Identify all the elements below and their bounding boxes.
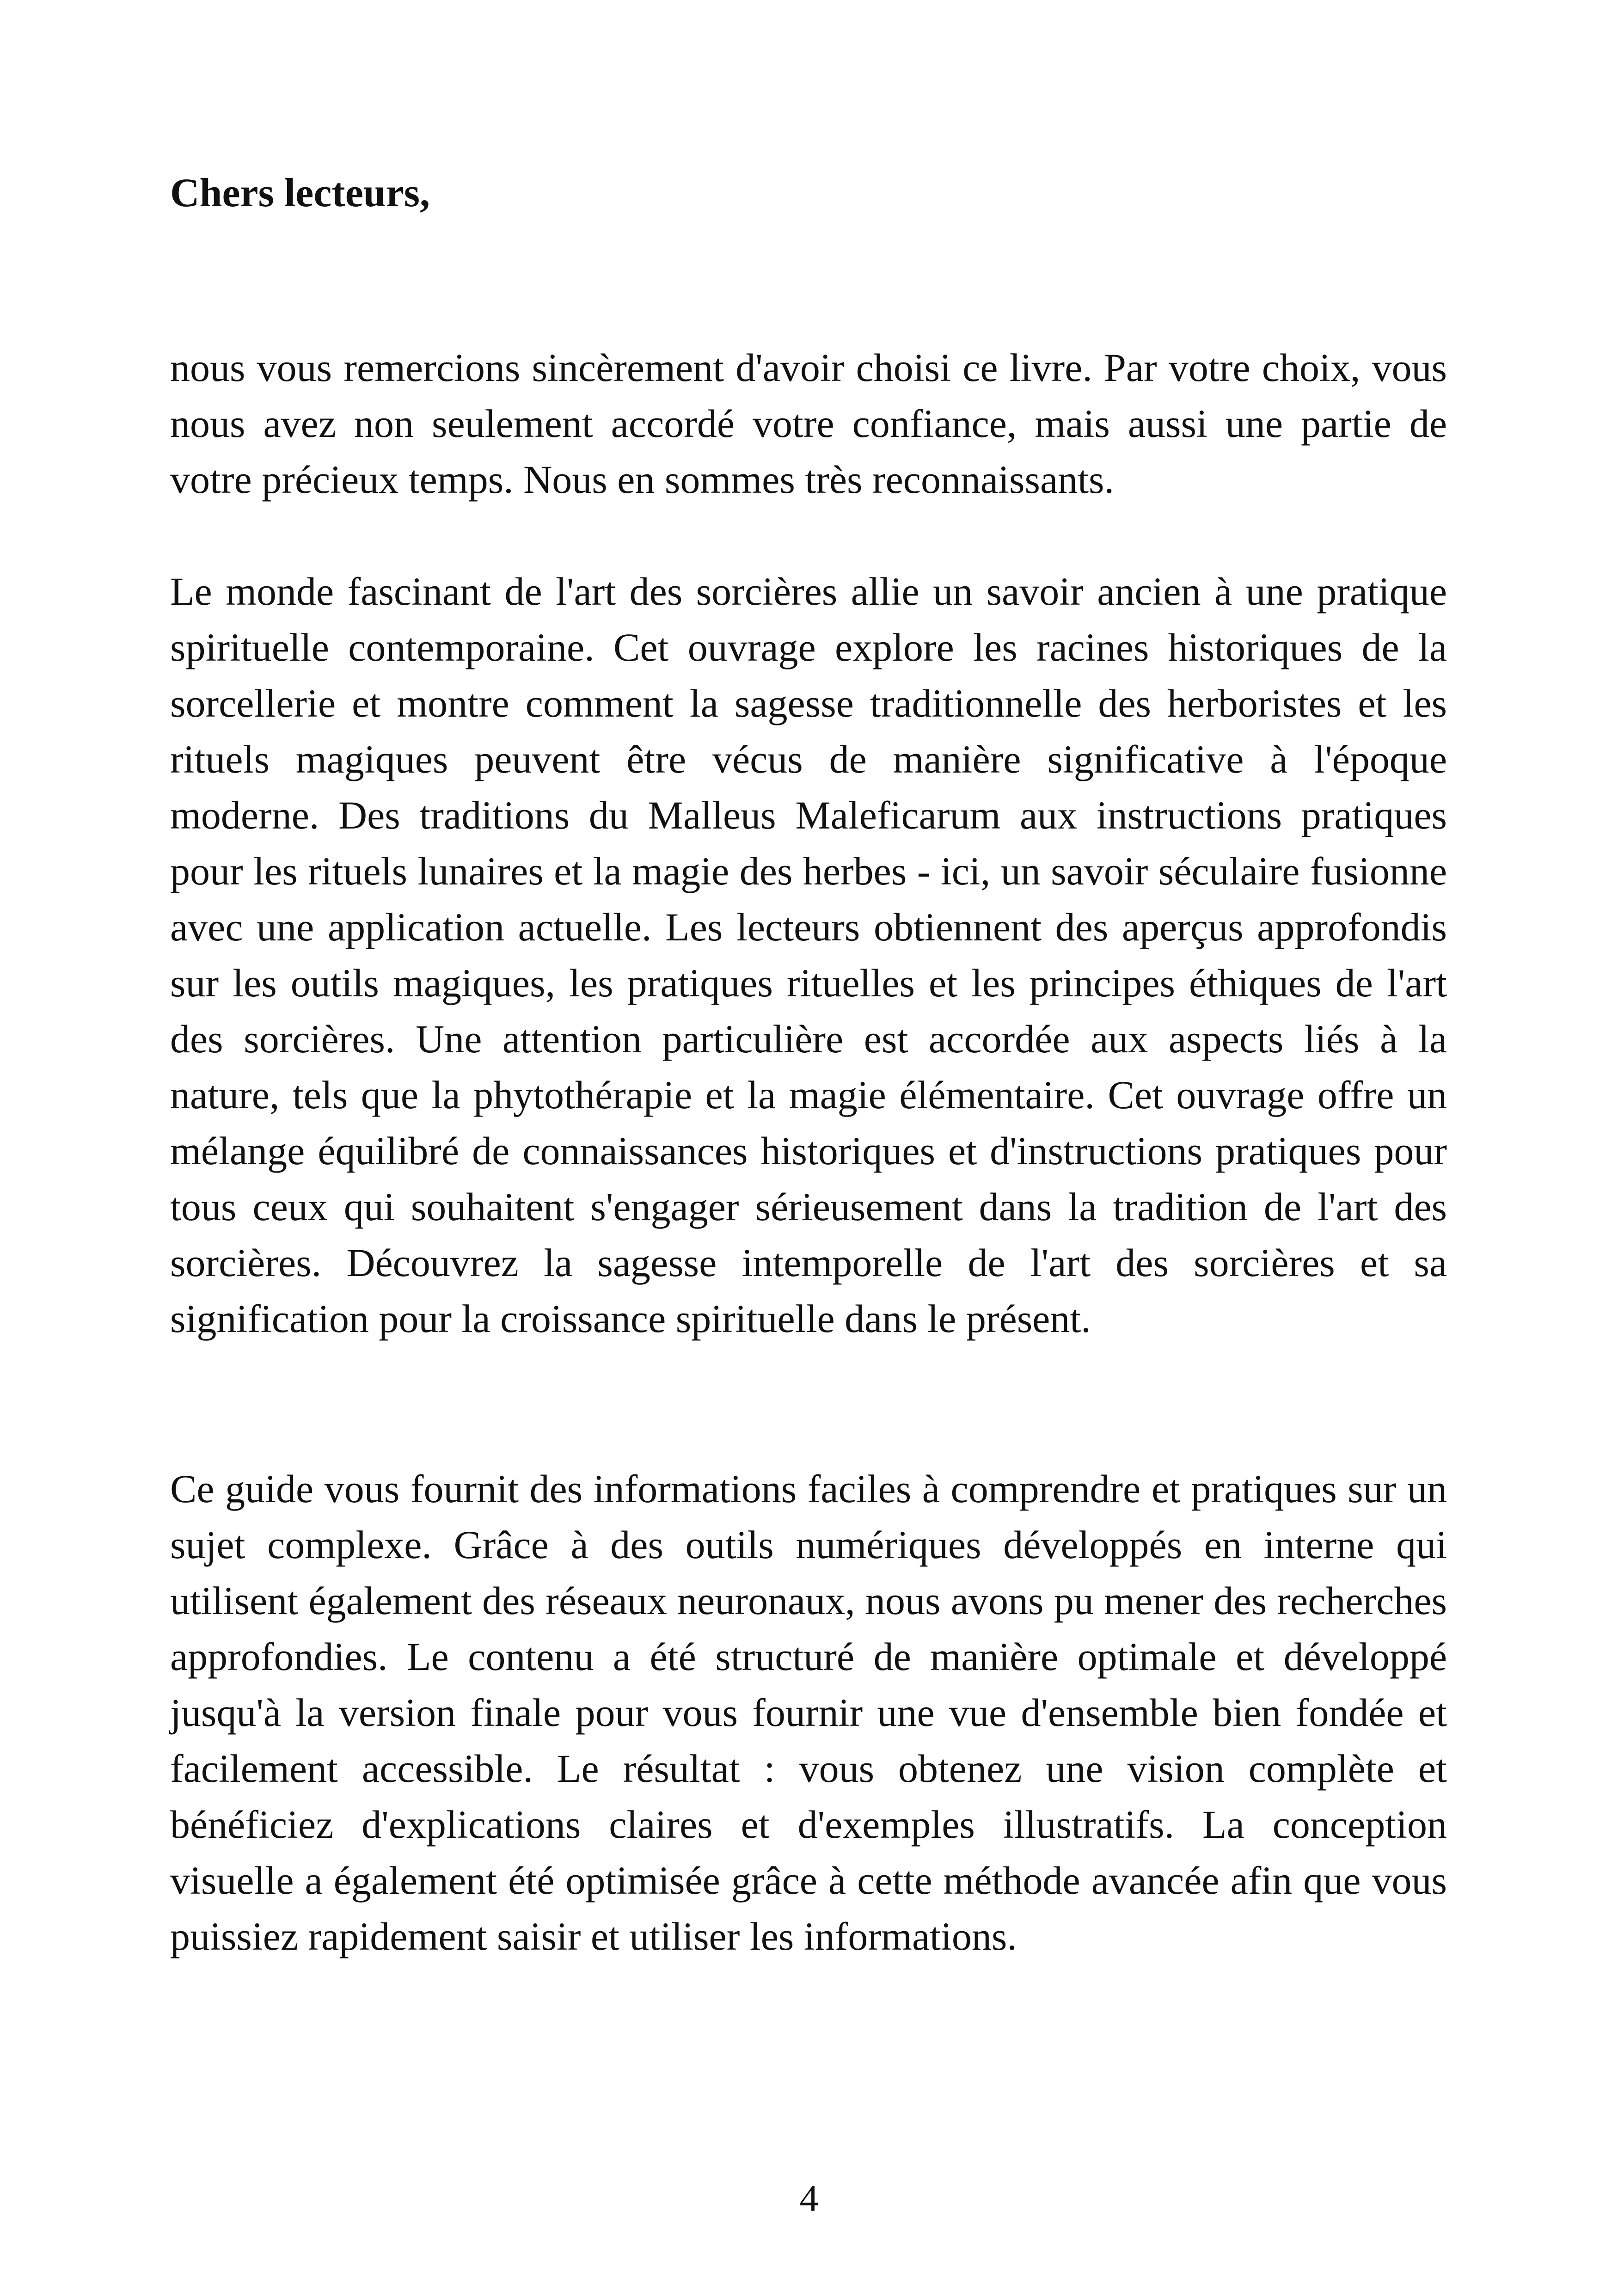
page-number: 4 — [799, 2177, 819, 2219]
greeting-heading: Chers lecteurs, — [170, 171, 430, 215]
intro-paragraph: nous vous remercions sincèrement d'avoir choisi ce livre. Par votre choix, vous nous avez non seulement accordé votre confiance, mais aussi une partie de votre précieux temps. Nous en sommes très reconnaissants. — [170, 345, 1447, 502]
guide-paragraph: Ce guide vous fournit des informations faciles à comprendre et pratiques sur un sujet complexe. Grâce à des outils numériques développés en interne qui utilisent également des réseaux neuronaux, nous avons pu mener des recherches approfondies. Le contenu a été structuré de manière optimale et développé jusqu'à la version finale pour vous fournir une vue d'ensemble bien fondée et facilement accessible. Le résultat : vous obtenez une vision complète et bénéficiez d'explications claires et d'exemples illustratifs. La conception visuelle a également été optimisée grâce à cette méthode avancée afin que vous puissiez rapidement saisir et utiliser les informations. — [170, 1467, 1447, 1958]
description-paragraph: Le monde fascinant de l'art des sorcières allie un savoir ancien à une pratique spirituelle contemporaine. Cet ouvrage explore les racines historiques de la sorcellerie et montre comment la sagesse traditionnelle des herboristes et les rituels magiques peuvent être vécus de manière significative à l'époque moderne. Des traditions du Malleus Maleficarum aux instructions pratiques pour les rituels lunaires et la magie des herbes - ici, un savoir séculaire fusionne avec une application actuelle. Les lecteurs obtiennent des aperçus approfondis sur les outils magiques, les pratiques rituelles et les principes éthiques de l'art des sorcières. Une attention particulière est accordée aux aspects liés à la nature, tels que la phytothérapie et la magie élémentaire. Cet ouvrage offre un mélange équilibré de connaissances historiques et d'instructions pratiques pour tous ceux qui souhaitent s'engager sérieusement dans la tradition de l'art des sorcières. Découvrez la sagesse intemporelle de l'art des sorcières et sa signification pour la croissance spirituelle dans le présent. — [170, 569, 1447, 1341]
